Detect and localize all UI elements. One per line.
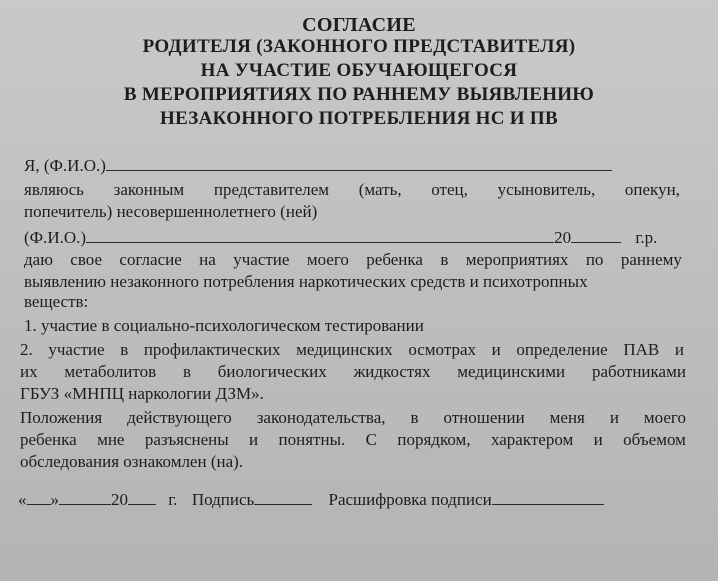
sign-year-field[interactable] — [128, 488, 156, 505]
consent-item-2-line-2 — [20, 362, 686, 382]
text-word: участие — [48, 340, 105, 359]
birth-year-prefix: 20 — [554, 228, 572, 247]
form-subtitle-line: В МЕРОПРИЯТИЯХ ПО РАННЕМУ ВЫЯВЛЕНИЮ — [123, 84, 595, 105]
text-word: законодательства, — [256, 408, 386, 427]
representative-line — [24, 180, 680, 200]
text-word: определение — [516, 340, 608, 359]
child-name-field[interactable] — [86, 226, 554, 243]
birth-year-suffix: г.р. — [635, 228, 658, 247]
text-word: их — [20, 362, 38, 381]
text-word: характером — [490, 430, 574, 449]
text-word: объемом — [623, 430, 686, 449]
text-word: свое — [70, 250, 103, 269]
text-word: С — [365, 430, 377, 449]
consent-item-1: 1. участие в социально-психологическом тестировании — [24, 316, 424, 335]
consent-line-3: веществ: — [24, 292, 89, 311]
parent-name-field[interactable] — [106, 154, 612, 171]
open-quote: « — [18, 490, 27, 509]
day-field[interactable] — [27, 488, 51, 505]
parent-name-label: Я, (Ф.И.О.) — [24, 156, 106, 175]
text-word: порядком, — [397, 430, 471, 449]
text-word: и — [674, 340, 684, 359]
text-word: и — [249, 430, 259, 449]
text-word: моего — [643, 408, 686, 427]
sign-year-suffix: г. — [168, 490, 178, 509]
text-word: отношении — [443, 408, 525, 427]
month-field[interactable] — [59, 488, 111, 505]
text-word: опекун, — [624, 180, 680, 199]
text-word: в — [410, 408, 419, 427]
signature-field[interactable] — [254, 488, 312, 505]
text-word: ребенка — [366, 250, 423, 269]
text-word: раннему — [620, 250, 682, 269]
text-word: понятны. — [278, 430, 346, 449]
text-word: (мать, — [358, 180, 402, 199]
text-word: в — [120, 340, 129, 359]
parent-name-row — [24, 154, 612, 176]
text-word: мне — [97, 430, 125, 449]
text-word: участие — [233, 250, 290, 269]
text-word: меня — [549, 408, 585, 427]
text-word: метаболитов — [64, 362, 157, 381]
law-line-2 — [20, 430, 686, 450]
form-subtitle-line: НА УЧАСТИЕ ОБУЧАЮЩЕГОСЯ — [200, 60, 518, 81]
consent-item-2-line-3: ГБУЗ «МНПЦ наркологии ДЗМ». — [20, 384, 264, 403]
text-word: ребенка — [20, 430, 77, 449]
text-word: в — [440, 250, 449, 269]
text-word: ПАВ — [623, 340, 660, 359]
consent-item-2 — [20, 340, 684, 360]
text-word: действующего — [127, 408, 232, 427]
text-word: биологических — [217, 362, 327, 381]
close-quote: » — [50, 490, 59, 509]
text-word: медицинских — [296, 340, 393, 359]
text-word: в — [182, 362, 191, 381]
signature-row — [18, 488, 604, 510]
text-word: 2. — [20, 340, 33, 359]
text-word: усыновитель, — [497, 180, 596, 199]
text-word: отец, — [431, 180, 468, 199]
text-word: являюсь — [24, 180, 84, 199]
birth-year-field[interactable] — [571, 226, 621, 243]
consent-line-2: выявлению незаконного потребления наркотических средств и психотропных — [24, 272, 588, 291]
sign-year-prefix: 20 — [111, 490, 128, 509]
law-line-3: обследования ознакомлен (на). — [20, 452, 244, 471]
text-word: представителем — [213, 180, 330, 199]
form-title: СОГЛАСИЕ — [302, 14, 416, 36]
form-subtitle-line: НЕЗАКОННОГО ПОТРЕБЛЕНИЯ НС И ПВ — [160, 108, 558, 129]
text-word: и — [491, 340, 501, 359]
text-word: работниками — [591, 362, 686, 381]
text-word: жидкостях — [353, 362, 431, 381]
text-word: мероприятиях — [465, 250, 569, 269]
child-name-row — [24, 226, 657, 248]
text-word: по — [585, 250, 604, 269]
text-word: даю — [24, 250, 53, 269]
text-word: на — [199, 250, 216, 269]
law-line — [20, 408, 686, 428]
text-word: законным — [113, 180, 185, 199]
text-word: осмотрах — [408, 340, 476, 359]
text-word: Положения — [20, 408, 103, 427]
form-subtitle-line: РОДИТЕЛЯ (ЗАКОННОГО ПРЕДСТАВИТЕЛЯ) — [142, 36, 576, 57]
text-word: и — [609, 408, 619, 427]
text-word: моего — [306, 250, 349, 269]
signature-decode-field[interactable] — [492, 488, 604, 505]
representative-line-2: попечитель) несовершеннолетнего (ней) — [24, 202, 318, 221]
text-word: согласие — [119, 250, 182, 269]
signature-label: Подпись — [191, 490, 255, 509]
text-word: и — [593, 430, 603, 449]
consent-line — [24, 250, 682, 270]
child-name-label: (Ф.И.О.) — [24, 228, 87, 247]
text-word: профилактических — [143, 340, 281, 359]
signature-decode-label: Расшифровка подписи — [328, 490, 492, 509]
text-word: медицинскими — [457, 362, 566, 381]
text-word: разъяснены — [144, 430, 229, 449]
